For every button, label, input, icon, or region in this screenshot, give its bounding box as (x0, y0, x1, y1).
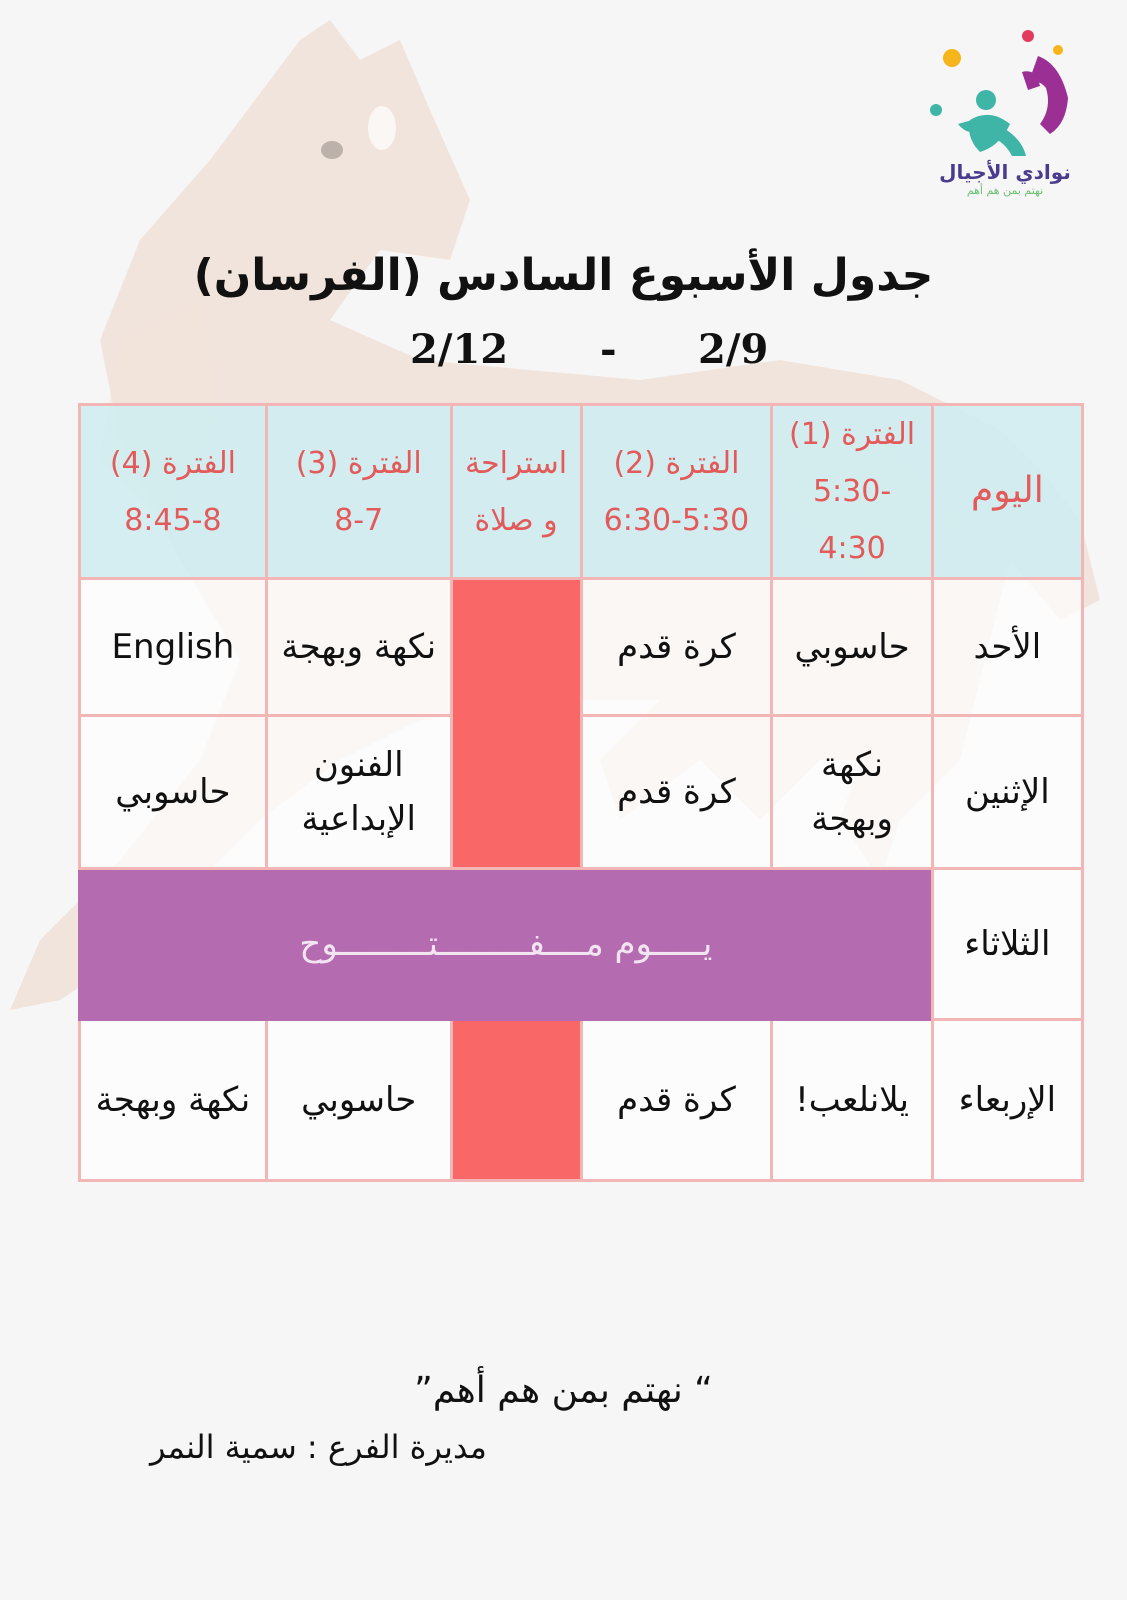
period-1-cell: نكهة وبهجة (772, 716, 932, 869)
header-period-3: الفترة (3) 8-7 (266, 405, 451, 579)
period-3-cell: حاسوبي (266, 1020, 451, 1181)
period-3-cell: نكهة وبهجة (266, 579, 451, 716)
signature: مديرة الفرع : سمية النمر (150, 1428, 487, 1466)
start-date: 2/9 (698, 326, 769, 373)
kids-logo-icon (930, 28, 1080, 158)
day-cell: الثلاثاء (932, 869, 1082, 1020)
period-4-cell: English (80, 579, 267, 716)
table-row (80, 869, 1083, 1020)
table-row (80, 716, 1083, 869)
header-period-1: الفترة (1) 5:30-4:30 (772, 405, 932, 579)
period-1-cell: يلانلعب! (772, 1020, 932, 1181)
period-2-cell: كرة قدم (581, 579, 772, 716)
page-title: جدول الأسبوع السادس (الفرسان) (193, 250, 934, 301)
day-cell: الإربعاء (932, 1020, 1082, 1181)
table-header-row (80, 405, 1083, 579)
header-day: اليوم (932, 405, 1082, 579)
day-cell: الأحد (932, 579, 1082, 716)
motto: “ نهتم بمن هم أهم” (414, 1370, 713, 1411)
brand-tagline: نهتم بمن هم أهم (966, 184, 1044, 197)
period-2-cell: كرة قدم (581, 716, 772, 869)
brand-logo (925, 28, 1085, 238)
period-4-cell: حاسوبي (80, 716, 267, 869)
brand-name: نوادي الأجيال (939, 160, 1071, 184)
open-day-banner: يـــــوم مــــفـــــــــتـــــــــوح (80, 869, 933, 1020)
period-1-cell: حاسوبي (772, 579, 932, 716)
period-2-cell: كرة قدم (581, 1020, 772, 1181)
period-4-cell: نكهة وبهجة (80, 1020, 267, 1181)
date-range (0, 326, 1127, 376)
period-3-cell: الفنون الإبداعية (266, 716, 451, 869)
header-period-4: الفترة (4) 8:45-8 (80, 405, 267, 579)
date-separator: - (600, 326, 617, 373)
table-row (80, 579, 1083, 716)
break-cell (451, 579, 581, 869)
day-cell: الإثنين (932, 716, 1082, 869)
header-period-2: الفترة (2) 6:30-5:30 (581, 405, 772, 579)
header-break: استراحة و صلاة (451, 405, 581, 579)
break-cell (451, 1020, 581, 1181)
table-row (80, 1020, 1083, 1181)
end-date: 2/12 (410, 326, 509, 373)
schedule-table (78, 403, 1084, 1182)
